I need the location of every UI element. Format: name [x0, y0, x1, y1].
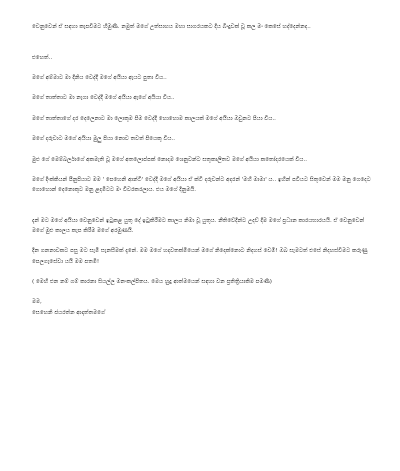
body-line: මගේ අම්මාට මා දිනිය වෙද්දී මගේ අයියා ඇයට පුතා විය..	[32, 75, 167, 81]
third-paragraph: දින ගනනාවකට පසු මට සැමි සැනසීමක් දැනේ. මම මගේ හදවතක්මියෙන් මගේ නිදෙක්නොට නිදහස් වෙමි! ඔබ සැමටත් එසේ නිදහස්වීමට කරුණු පෙලගැසේවා යයි මම පතමි!	[32, 248, 368, 265]
intro-paragraph: වෙනුවෙන් ඒ සඳහා කැපවීමට හිමුණි. නමුත් මගේ උත්සාහය මහා සාගරයකට දිය බිංදුවක් වූ කල මං කෙසේ හද්දෙන්නද..	[32, 24, 311, 30]
body-line: මුළු ගේ මෙම්බර්ලාගේ අකමැති වූ මගේ අතලොප්පක් නොදම ශෙනුවන්ට සතුකාලිතව මගේ අයියා කතෝදරයෙක් විය..	[32, 156, 308, 163]
body-line: මගේ දිංක්කියන් පීනුපියාට මම ' පෙහෙනි ආන්ටි' වෙද්දී මගේ අයියා ඒ ක්ටි දරුවන්ට අදරන් 'මහි මාමා' ය.. ඉහින් පවියට සිතුවෙන් මම මනු ගෙදෙට ගොහොන් දෙනොකුට මනු ළදමිටට මං විවරකරලාය. එය මගේ දිනුමයි.	[32, 177, 371, 194]
signature-name: සෙහෙනි ජයරත්න ආදාත්තමගේ	[32, 309, 105, 316]
closing-text: මම,	[32, 299, 42, 306]
body-line: මගේ තාත්තාගේ දර දෙලෙනාට මා ලොකුම පිම වෙද්දී හොහොම කාලයක් මගේ අයියා ඔවුනට පියා විය..	[32, 115, 276, 122]
body-line: මගේ දරුවාට මගේ අයියා මුලු පියා නොව තවත් පියෙකු විය..	[32, 136, 176, 143]
body-line: එහෙත්..	[32, 54, 53, 61]
second-paragraph: දැන් මට මගේ අයියා වෙනුවෙන් ඉටුකළ යුතු දේ ඉටුකිරීමට කාලය නිමා වූ යුතුය. නීතිවේදීන්ට උදව් දීම මගේ ප්‍රධාන කාරයභාරයයි. ඒ වෙනුවෙන් මගේ මුළු කාලය කැප කිරීම මගේ අරමුණයි.	[32, 217, 365, 235]
disclaimer-note: ( මෙහි එන නම් ගම් කාරනා සියල්ල මනංකල්පිතය. මෙය හුදු ආත්මයෙන් සඳහා වන ප්‍රතිත්‍රියාකිම පමණි)	[32, 279, 272, 286]
body-line: මගේ තාත්තාට මා නැගා වෙද්දී මගේ අයියා ඇගේ අයියා විය..	[32, 95, 175, 102]
letter-document	[32, 22, 377, 318]
signoff-block	[32, 297, 377, 317]
body-paragraph	[32, 42, 377, 205]
